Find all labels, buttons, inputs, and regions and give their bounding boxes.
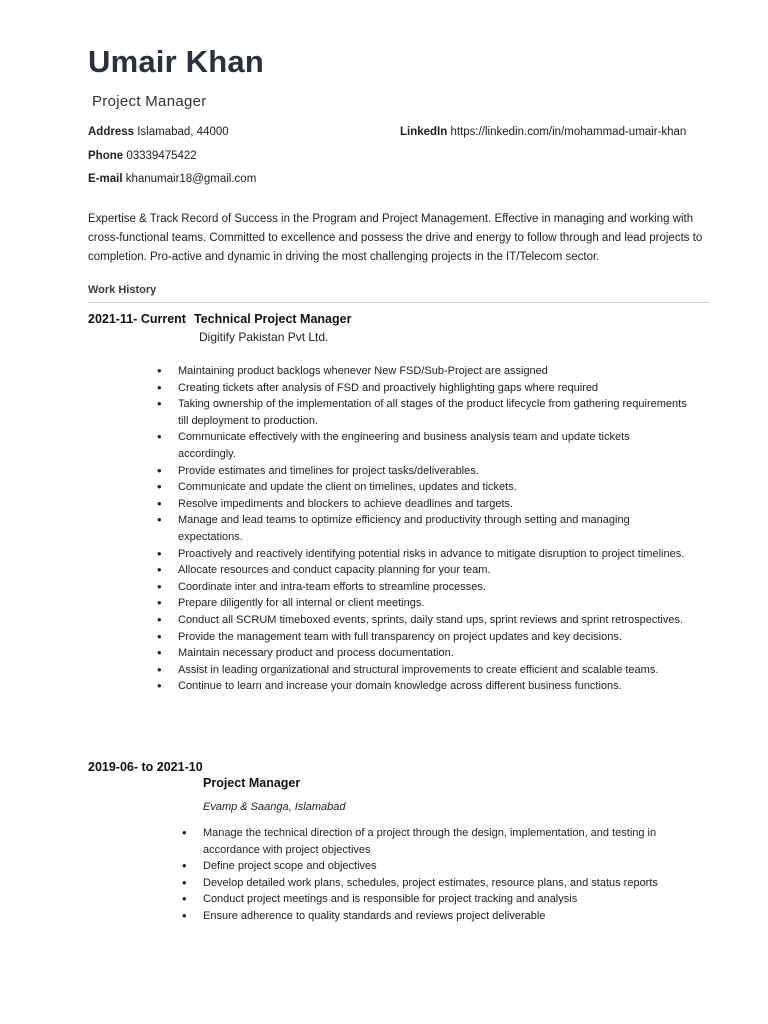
responsibility-item: • Proactively and reactively identifying potential risks in advance to mitigate disruption to project timelines. xyxy=(157,546,687,563)
email-link[interactable]: khanumair18@gmail.com xyxy=(125,173,257,185)
responsibility-item: • Assist in leading organizational and structural improvements to create efficient and scalable teams. xyxy=(157,662,687,679)
job-dates: 2019-06- to 2021-10 xyxy=(88,760,203,774)
job-responsibilities xyxy=(157,363,687,695)
contact-address xyxy=(88,126,229,138)
responsibility-item: • Taking ownership of the implementation of all stages of the product lifecycle from gathering requirements till deployment to production. xyxy=(157,396,687,429)
responsibility-item: • Provide the management team with full transparency on project updates and key decisions. xyxy=(157,629,687,646)
responsibility-item: • Define project scope and objectives xyxy=(182,858,697,875)
responsibility-item: • Prepare diligently for all internal or client meetings. xyxy=(157,595,687,612)
phone-value: 03339475422 xyxy=(126,150,197,162)
job-company: Digitify Pakistan Pvt Ltd. xyxy=(199,330,329,344)
responsibility-item: • Resolve impediments and blockers to achieve deadlines and targets. xyxy=(157,496,687,513)
responsibility-item: • Maintain necessary product and process documentation. xyxy=(157,645,687,662)
email-label: E-mail xyxy=(88,173,123,185)
address-label: Address xyxy=(88,126,135,138)
contact-email xyxy=(88,173,256,185)
responsibility-item: • Manage the technical direction of a project through the design, implementation, and testing in accordance with project objectives xyxy=(182,825,697,858)
responsibility-item: • Communicate effectively with the engineering and business analysis team and update tickets accordingly. xyxy=(157,429,687,462)
responsibility-item: • Provide estimates and timelines for project tasks/deliverables. xyxy=(157,463,687,480)
responsibility-item: • Coordinate inter and intra-team efforts to streamline processes. xyxy=(157,579,687,596)
responsibility-item: • Continue to learn and increase your domain knowledge across different business functions. xyxy=(157,678,687,695)
responsibility-item: • Conduct project meetings and is responsible for project tracking and analysis xyxy=(182,891,697,908)
job-dates: 2021-11- Current xyxy=(88,312,186,326)
contact-phone xyxy=(88,150,197,162)
candidate-title: Project Manager xyxy=(92,93,207,110)
address-value: Islamabad, 44000 xyxy=(137,126,229,138)
job-responsibilities xyxy=(182,825,697,925)
responsibility-item: • Maintaining product backlogs whenever New FSD/Sub-Project are assigned xyxy=(157,363,687,380)
responsibility-item: • Allocate resources and conduct capacity planning for your team. xyxy=(157,562,687,579)
work-history-heading: Work History xyxy=(88,284,157,296)
responsibility-item: • Ensure adherence to quality standards and reviews project deliverable xyxy=(182,908,697,925)
responsibility-item: • Conduct all SCRUM timeboxed events, sprints, daily stand ups, sprint reviews and sprint retrospectives. xyxy=(157,612,687,629)
responsibility-item: • Manage and lead teams to optimize efficiency and productivity through setting and managing expectations. xyxy=(157,512,687,545)
responsibility-item: • Creating tickets after analysis of FSD and proactively highlighting gaps where required xyxy=(157,380,687,397)
linkedin-link[interactable]: https://linkedin.com/in/mohammad-umair-khan xyxy=(450,126,687,138)
contact-linkedin xyxy=(400,126,686,138)
candidate-name: Umair Khan xyxy=(88,44,264,79)
responsibility-item: • Communicate and update the client on timelines, updates and tickets. xyxy=(157,479,687,496)
phone-label: Phone xyxy=(88,150,124,162)
job-title: Technical Project Manager xyxy=(194,312,352,326)
linkedin-label: LinkedIn xyxy=(400,126,448,138)
section-divider xyxy=(88,302,710,303)
professional-summary: Expertise & Track Record of Success in the Program and Project Management. Effective in managing and working with cross-functional teams. Committed to excellence and possess the drive and energy to follow through and lead projects to completion. Pro-active and dynamic in driving the most challenging projects in the IT/Telecom sector. xyxy=(88,213,703,263)
job-title: Project Manager xyxy=(203,776,301,790)
responsibility-item: • Develop detailed work plans, schedules, project estimates, resource plans, and status reports xyxy=(182,875,697,892)
job-company: Evamp & Saanga, Islamabad xyxy=(203,801,346,813)
